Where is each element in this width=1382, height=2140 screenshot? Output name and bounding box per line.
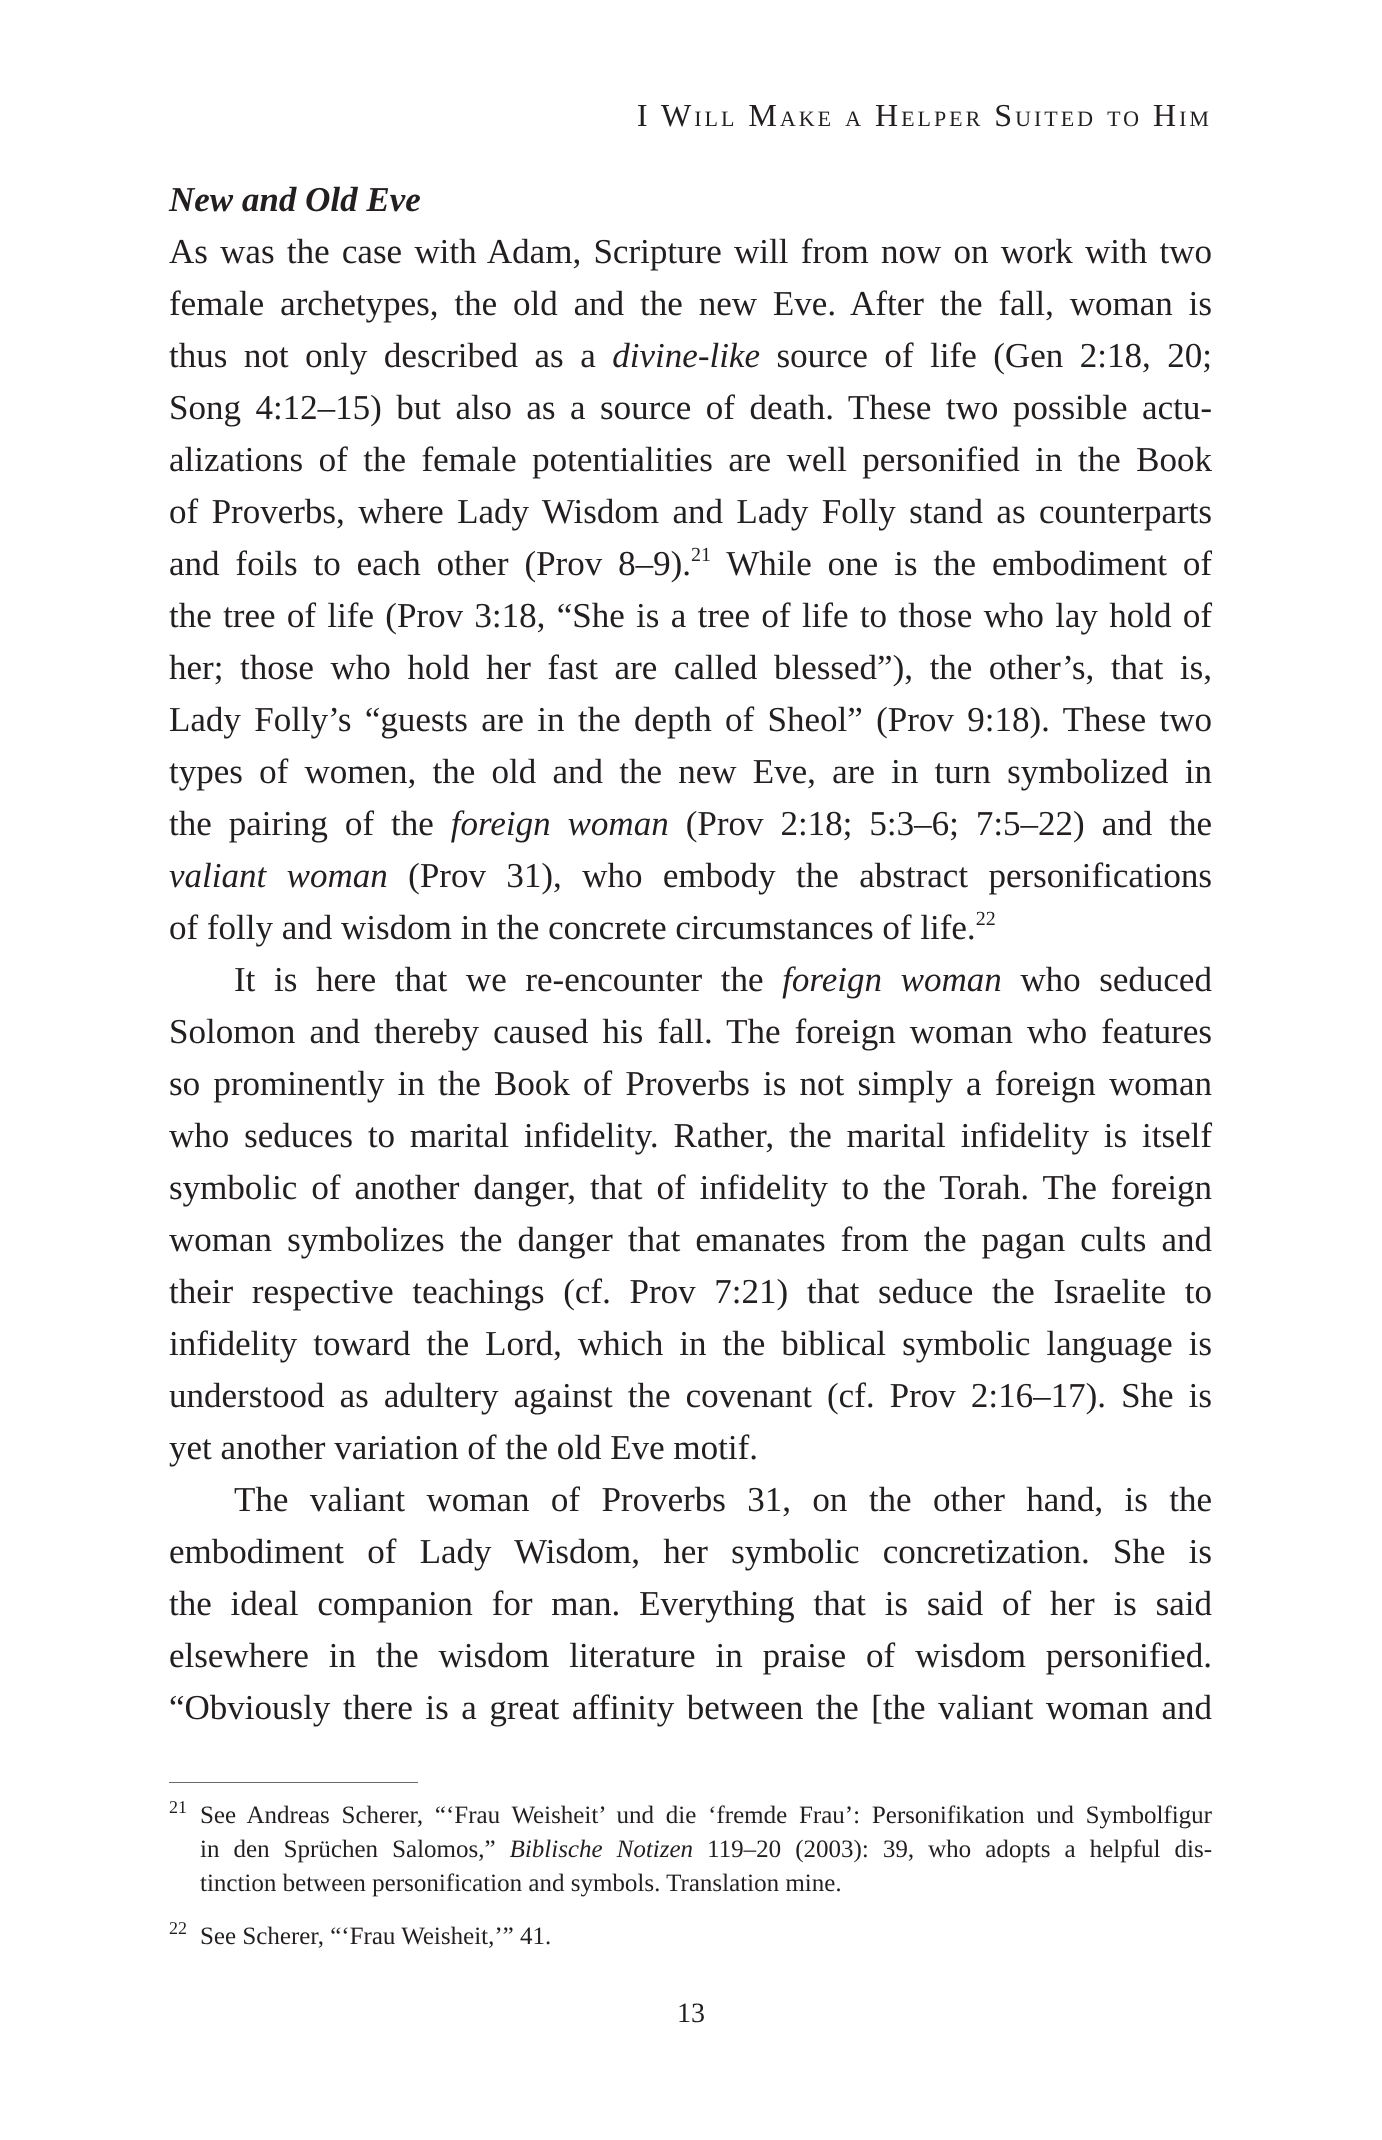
footnote-line [200, 1867, 1212, 1901]
text-run: who seduces to marital infidelity. Rather, the marital infidelity is itself [169, 1116, 1212, 1155]
text-line [169, 1266, 1212, 1318]
text-line [169, 1422, 1212, 1474]
paragraph [169, 1474, 1212, 1734]
text-run: embodiment of Lady Wisdom, her symbolic concretization. She is [169, 1532, 1212, 1571]
footnote [169, 1920, 1212, 1954]
text-run: so prominently in the Book of Proverbs is not simply a foreign woman [169, 1064, 1212, 1103]
footnote [169, 1799, 1212, 1901]
text-line [169, 434, 1212, 486]
text-run: their respective teachings (cf. Prov 7:21) that seduce the Israelite to [169, 1272, 1212, 1311]
text-run: 119–20 (2003): 39, who adopts a helpful dis- [693, 1836, 1213, 1863]
footnote-rule [169, 1782, 418, 1783]
text-run: The valiant woman of Proverbs 31, on the other hand, is the [234, 1480, 1212, 1519]
footnote-reference: 21 [691, 544, 712, 566]
footnote-line [200, 1799, 1212, 1833]
text-line [169, 1318, 1212, 1370]
text-line [169, 486, 1212, 538]
text-run: Solomon and thereby caused his fall. The foreign woman who features [169, 1012, 1212, 1051]
italic-text: foreign woman [450, 804, 669, 843]
text-line [169, 590, 1212, 642]
text-line [169, 1526, 1212, 1578]
footnote-line [200, 1920, 1212, 1954]
text-line [169, 1006, 1212, 1058]
text-run: See Scherer, “‘Frau Weisheit,’” 41. [200, 1923, 552, 1950]
footnote-number: 22 [169, 1918, 187, 1938]
text-run: woman symbolizes the danger that emanates from the pagan cults and [169, 1220, 1212, 1259]
text-line [169, 1110, 1212, 1162]
text-run: the pairing of the [169, 804, 451, 843]
text-line [169, 850, 1212, 902]
text-run: Song 4:12–15) but also as a source of death. These two possible actu- [169, 388, 1212, 427]
text-run: elsewhere in the wisdom literature in praise of wisdom personified. [169, 1636, 1212, 1675]
text-run: and foils to each other (Prov 8–9). [169, 544, 692, 583]
text-run: tinction between personification and symbols. Translation mine. [200, 1870, 842, 1897]
text-run: “Obviously there is a great affinity between the [the valiant woman and [169, 1688, 1212, 1727]
text-run: her; those who hold her fast are called blessed”), the other’s, that is, [169, 648, 1212, 687]
section-heading: New and Old Eve [169, 180, 421, 219]
text-line [169, 1630, 1212, 1682]
text-run: thus not only described as a [169, 336, 613, 375]
text-line [169, 746, 1212, 798]
text-run: of folly and wisdom in the concrete circumstances of life. [169, 908, 976, 947]
italic-text: valiant woman [169, 856, 388, 895]
italic-text: divine-like [612, 336, 760, 375]
text-line [169, 382, 1212, 434]
text-line [169, 226, 1212, 278]
text-line [169, 330, 1212, 382]
text-run: alizations of the female potentialities are well personified in the Book [169, 440, 1212, 479]
text-line [169, 642, 1212, 694]
text-run: As was the case with Adam, Scripture will from now on work with two [169, 232, 1212, 271]
text-line [169, 1162, 1212, 1214]
text-run: source of life (Gen 2:18, 20; [760, 336, 1212, 375]
text-line [169, 1370, 1212, 1422]
text-run: (Prov 2:18; 5:3–6; 7:5–22) and the [668, 804, 1212, 843]
text-run: It is here that we re-encounter the [234, 960, 783, 999]
footnotes [169, 1799, 1212, 1954]
text-run: the tree of life (Prov 3:18, “She is a tree of life to those who lay hold of [169, 596, 1212, 635]
body-text [169, 174, 1212, 1734]
footnote-reference: 22 [975, 908, 996, 930]
text-run: yet another variation of the old Eve motif. [169, 1428, 758, 1467]
text-line [169, 798, 1212, 850]
text-run: symbolic of another danger, that of infidelity to the Torah. The foreign [169, 1168, 1212, 1207]
text-run: the ideal companion for man. Everything that is said of her is said [169, 1584, 1212, 1623]
text-run: female archetypes, the old and the new Eve. After the fall, woman is [169, 284, 1212, 323]
text-run: Lady Folly’s “guests are in the depth of Sheol” (Prov 9:18). These two [169, 700, 1212, 739]
text-line [169, 1058, 1212, 1110]
text-run: While one is the embodiment of [711, 544, 1212, 583]
text-run: in den Sprüchen Salomos,” [200, 1836, 510, 1863]
text-line [169, 538, 1212, 590]
italic-text: Biblische Notizen [509, 1836, 694, 1863]
text-run: types of women, the old and the new Eve, are in turn symbolized in [169, 752, 1212, 791]
text-line [169, 954, 1212, 1006]
text-line [169, 1214, 1212, 1266]
running-header: I Will Make a Helper Suited to Him [636, 97, 1212, 133]
text-line [169, 902, 1212, 954]
text-line [169, 1474, 1212, 1526]
italic-text: foreign woman [782, 960, 1002, 999]
text-line [169, 1578, 1212, 1630]
text-line [169, 694, 1212, 746]
text-line [169, 1682, 1212, 1734]
text-run: of Proverbs, where Lady Wisdom and Lady Folly stand as counterparts [169, 492, 1212, 531]
text-run: who seduced [1001, 960, 1212, 999]
text-run: (Prov 31), who embody the abstract personifications [387, 856, 1213, 895]
footnote-line [200, 1833, 1212, 1867]
paragraph [169, 954, 1212, 1474]
footnote-number: 21 [169, 1797, 187, 1817]
page-number: 13 [677, 1998, 705, 2029]
text-run: understood as adultery against the covenant (cf. Prov 2:16–17). She is [169, 1376, 1212, 1415]
text-line [169, 278, 1212, 330]
text-run: See Andreas Scherer, “‘Frau Weisheit’ und die ‘fremde Frau’: Personifikation und Symbolfigur [200, 1802, 1212, 1829]
paragraph [169, 226, 1212, 954]
text-run: infidelity toward the Lord, which in the biblical symbolic language is [169, 1324, 1212, 1363]
